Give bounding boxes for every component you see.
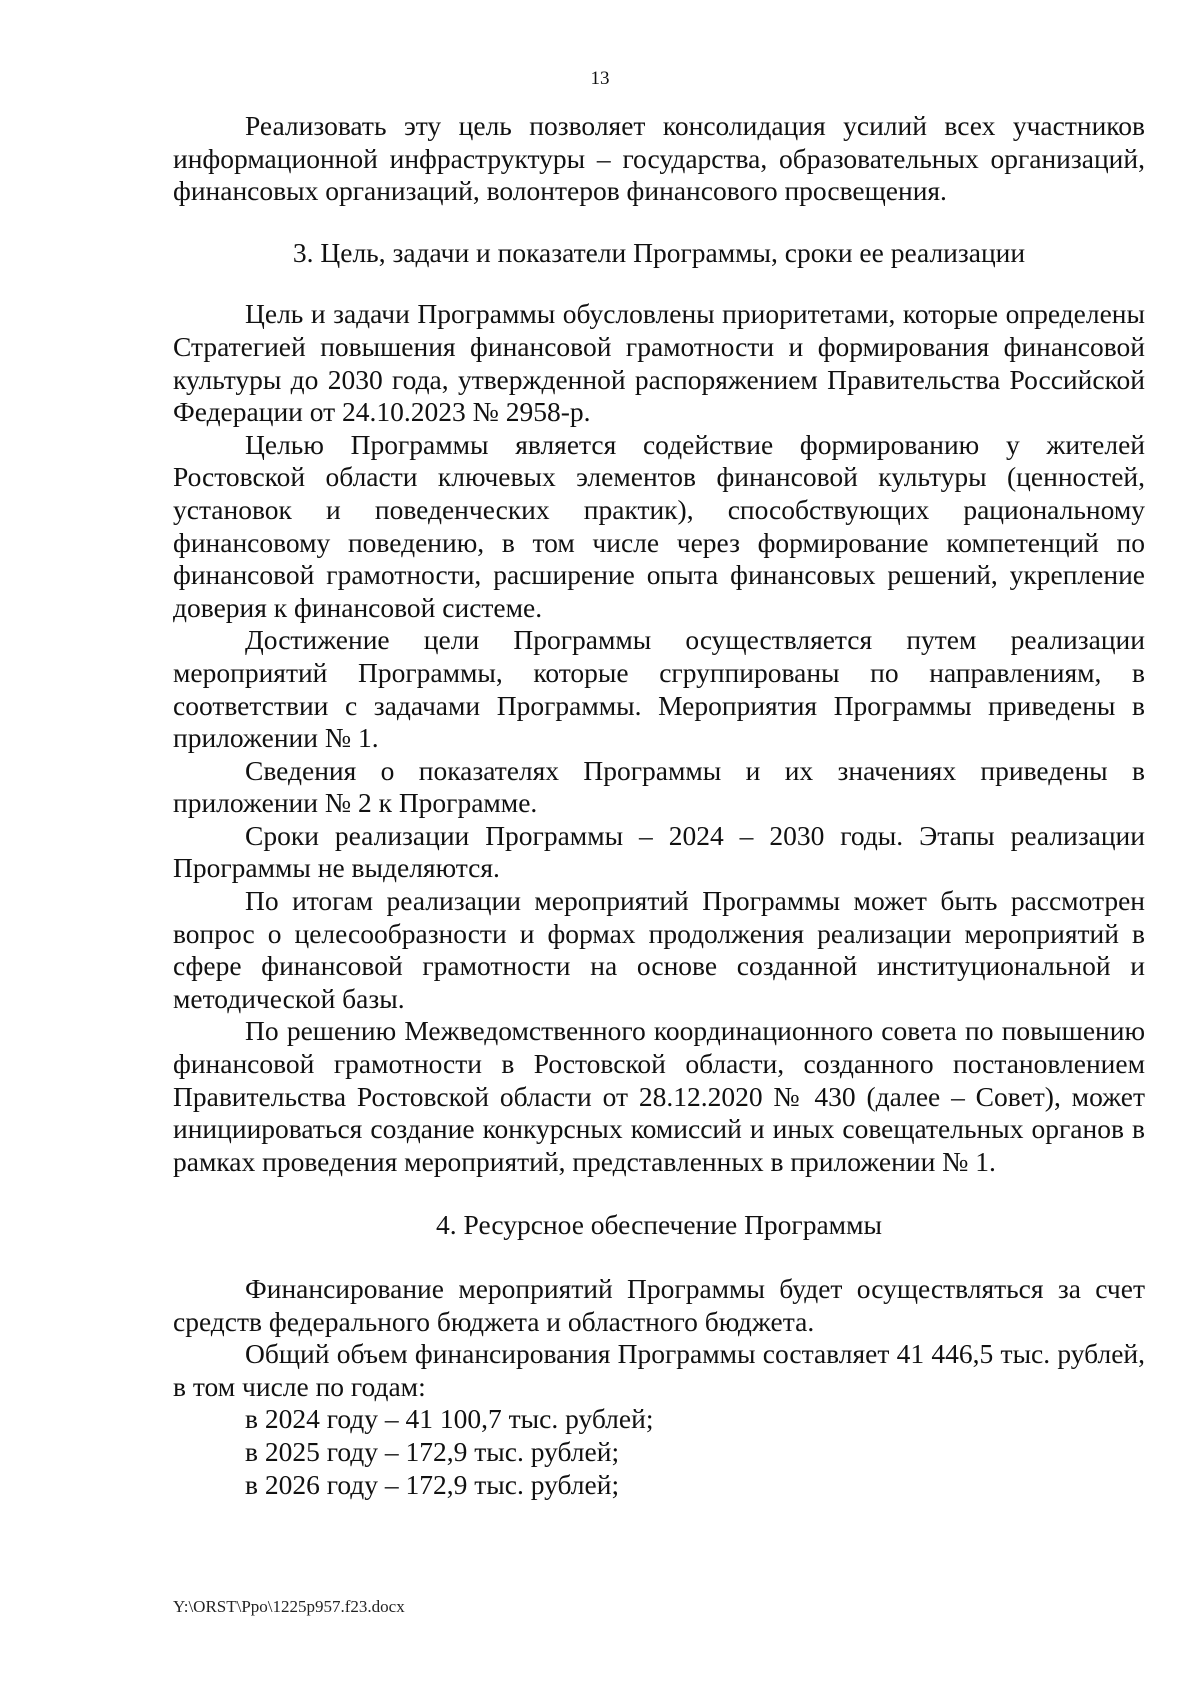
document-body <box>173 110 1145 1501</box>
page-number: 13 <box>590 68 610 89</box>
paragraph-program-goal: Целью Программы является содействие формированию у жителей Ростовской области ключевых элементов финансовой культуры (ценностей, установок и поведенческих практик), способствующих рациональному финансовому поведению, в том числе через формирование компетенций по финансовой грамотности, расширение опыта финансовых решений, укрепление доверия к финансовой системе. <box>173 428 1145 623</box>
section-heading-3: 3. Цель, задачи и показатели Программы, сроки ее реализации <box>292 236 1026 268</box>
paragraph-continuation: По итогам реализации мероприятий Программы может быть рассмотрен вопрос о целесообразности и формах продолжения реализации мероприятий в сфере финансовой грамотности на основе созданной институциональной и методической базы. <box>173 885 1145 1014</box>
paragraph-goal-achievement: Достижение цели Программы осуществляется путем реализации мероприятий Программы, которые сгруппированы по направлениям, в соответствии с задачами Программы. Мероприятия Программы приведены в приложении № 1. <box>173 624 1145 754</box>
financing-year-2025: в 2025 году – 172,9 тыс. рублей; <box>245 1435 620 1467</box>
document-file-path: Y:\ORST\Ppo\1225p957.f23.docx <box>173 1597 405 1616</box>
paragraph-total-financing: Общий объем финансирования Программы составляет 41 446,5 тыс. рублей, в том числе по годам: <box>173 1338 1145 1402</box>
paragraph-council: По решению Межведомственного координационного совета по повышению финансовой грамотности в Ростовской области, созданного постановлением Правительства Ростовской области от 28.12.2020 № 430 (далее – Совет), может инициироваться создание конкурсных комиссий и иных совещательных органов в рамках проведения мероприятий, представленных в приложении № 1. <box>173 1015 1145 1177</box>
paragraph-indicators: Сведения о показателях Программы и их значениях приведены в приложении № 2 к Программе. <box>173 754 1145 819</box>
paragraph-strategy: Цель и задачи Программы обусловлены приоритетами, которые определены Стратегией повышения финансовой грамотности и формирования финансовой культуры до 2030 года, утвержденной распоряжением Правительства Российской Федерации от 24.10.2023 № 2958-р. <box>173 298 1145 428</box>
financing-year-2026: в 2026 году – 172,9 тыс. рублей; <box>245 1468 620 1500</box>
paragraph-financing-sources: Финансирование мероприятий Программы будет осуществляться за счет средств федерального бюджета и областного бюджета. <box>173 1273 1145 1337</box>
section-heading-4: 4. Ресурсное обеспечение Программы <box>436 1209 882 1241</box>
paragraph-goal-consolidation: Реализовать эту цель позволяет консолидация усилий всех участников информационной инфраструктуры – государства, образовательных организаций, финансовых организаций, волонтеров финансового просвещения. <box>173 110 1145 207</box>
paragraph-timeframe: Сроки реализации Программы – 2024 – 2030 годы. Этапы реализации Программы не выделяются. <box>173 819 1145 884</box>
financing-year-2024: в 2024 году – 41 100,7 тыс. рублей; <box>245 1403 654 1435</box>
